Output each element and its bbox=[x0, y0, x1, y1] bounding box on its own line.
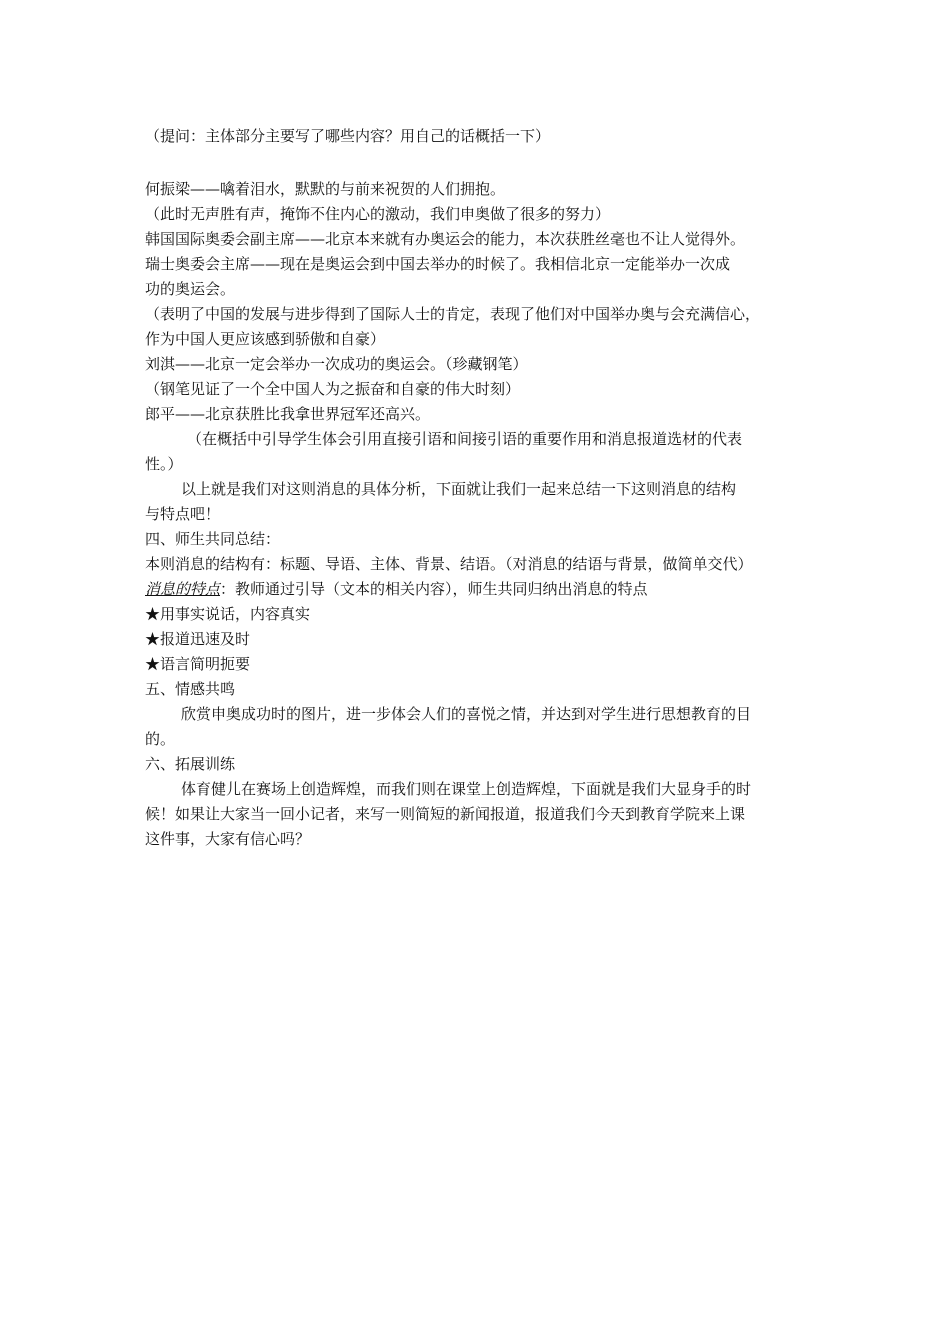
spacer bbox=[145, 149, 825, 177]
quote-korea: 韩国国际奥委会副主席——北京本来就有办奥运会的能力，本次获胜丝毫也不让人觉得外。 bbox=[145, 230, 746, 248]
question-line: （提问：主体部分主要写了哪些内容？用自己的话概括一下） bbox=[145, 127, 551, 145]
quote-swiss-line1: 瑞士奥委会主席——现在是奥运会到中国去举办的时候了。我相信北京一定能举办一次成 bbox=[145, 255, 731, 273]
section6-text-line3: 这件事，大家有信心吗？ bbox=[145, 830, 311, 848]
features-label: 消息的特点 bbox=[145, 580, 221, 598]
section4-heading: 四、师生共同总结： bbox=[145, 530, 281, 548]
section5-text-line1: 欣赏申奥成功时的图片，进一步体会人们的喜悦之情，并达到对学生进行思想教育的目 bbox=[181, 705, 752, 723]
section6-text-line2: 候！如果让大家当一回小记者，来写一则简短的新闻报道，报道我们今天到教育学院来上课 bbox=[145, 805, 746, 823]
guide-note-line1: （在概括中引导学生体会引用直接引语和间接引语的重要作用和消息报道选材的代表 bbox=[187, 430, 743, 448]
section6-text-line1: 体育健儿在赛场上创造辉煌，而我们则在课堂上创造辉煌，下面就是我们大显身手的时 bbox=[181, 780, 752, 798]
feature-item: ★语言简明扼要 bbox=[145, 655, 251, 673]
section4-structure: 本则消息的结构有：标题、导语、主体、背景、结语。（对消息的结语与背景，做简单交代） bbox=[145, 555, 753, 573]
guide-note-line2: 性。） bbox=[145, 455, 183, 473]
features-text: ：教师通过引导（文本的相关内容），师生共同归纳出消息的特点 bbox=[220, 580, 648, 598]
section5-heading: 五、情感共鸣 bbox=[145, 680, 236, 698]
note-intl-line1: （表明了中国的发展与进步得到了国际人士的肯定，表现了他们对中国举办奥与会充满信心， bbox=[145, 305, 761, 323]
summary-intro-line1: 以上就是我们对这则消息的具体分析，下面就让我们一起来总结一下这则消息的结构 bbox=[181, 480, 737, 498]
quote-swiss-line2: 功的奥运会。 bbox=[145, 280, 236, 298]
section5-text-line2: 的。 bbox=[145, 730, 176, 748]
feature-item: ★用事实说话，内容真实 bbox=[145, 605, 311, 623]
note-pen: （钢笔见证了一个全中国人为之振奋和自豪的伟大时刻） bbox=[145, 380, 521, 398]
quote-he-zhenliang: 何振梁——噙着泪水，默默的与前来祝贺的人们拥抱。 bbox=[145, 180, 506, 198]
feature-item: ★报道迅速及时 bbox=[145, 630, 251, 648]
section4-features-line bbox=[145, 577, 825, 602]
note-he: （此时无声胜有声，掩饰不住内心的激动，我们申奥做了很多的努力） bbox=[145, 205, 611, 223]
section6-heading: 六、拓展训练 bbox=[145, 755, 236, 773]
note-intl-line2: 作为中国人更应该感到骄傲和自豪） bbox=[145, 330, 386, 348]
summary-intro-line2: 与特点吧！ bbox=[145, 505, 221, 523]
quote-liu-qi: 刘淇——北京一定会举办一次成功的奥运会。（珍藏钢笔） bbox=[145, 355, 528, 373]
quote-lang-ping: 郎平——北京获胜比我拿世界冠军还高兴。 bbox=[145, 405, 431, 423]
document-body bbox=[145, 124, 825, 852]
